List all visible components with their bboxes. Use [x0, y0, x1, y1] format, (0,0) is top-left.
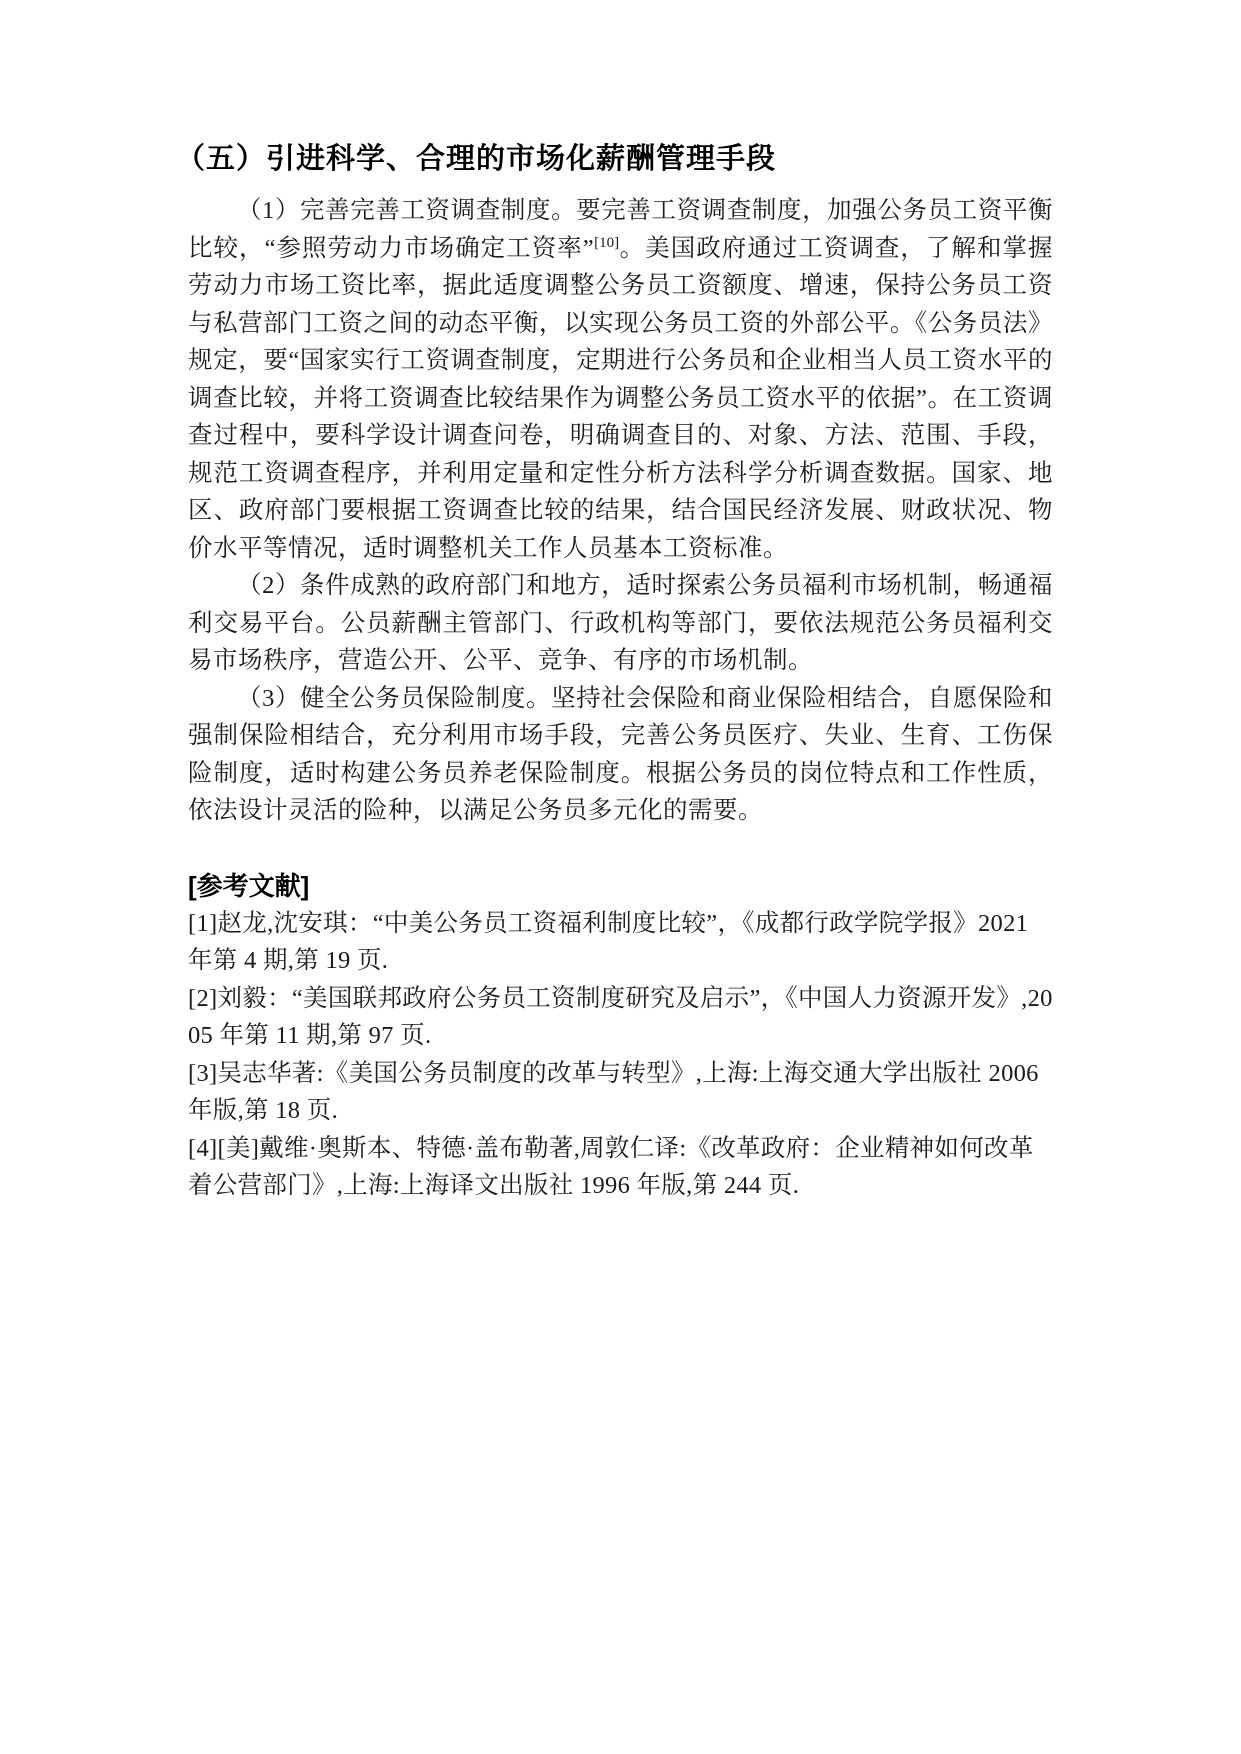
references-heading: [参考文献]: [188, 870, 310, 901]
paragraph-2: （2）条件成熟的政府部门和地方，适时探索公务员福利市场机制，畅通福利交易平台。公员薪酬主管部门、行政机构等部门，要依法规范公务员福利交易市场秩序，营造公开、公平、竞争、有序的市场机制。: [188, 572, 1053, 674]
reference-entry-3: [3]吴志华著:《美国公务员制度的改革与转型》,上海:上海交通大学出版社 2006 年版,第 18 页.: [188, 1059, 1039, 1124]
reference-entry-1: [1]赵龙,沈安琪：“中美公务员工资福利制度比较”，《成都行政学院学报》2021 年第 4 期,第 19 页.: [188, 909, 1029, 974]
section-title: （五）引进科学、合理的市场化薪酬管理手段: [176, 143, 777, 175]
paragraph-1-text-after-superscript: 。美国政府通过工资调查，了解和掌握劳动力市场工资比率，据此适度调整公务员工资额度、增速，保持公务员工资与私营部门工资之间的动态平衡，以实现公务员工资的外部公平。《公务员法》规定，要“国家实行工资调查制度，定期进行公务员和企业相当人员工资水平的调查比较，并将工资调查比较结果作为调整公务员工资水平的依据”。在工资调查过程中，要科学设计调查问卷，明确调查目的、对象、方法、范围、手段，规范工资调查程序，并利用定量和定性分析方法科学分析调查数据。国家、地区、政府部门要根据工资调查比较的结果，结合国民经济发展、财政状况、物价水平等情况，适时调整机关工作人员基本工资标准。: [188, 234, 1054, 562]
references-list: [188, 905, 1053, 1205]
paragraph-3: （3）健全公务员保险制度。坚持社会保险和商业保险相结合，自愿保险和强制保险相结合，充分利用市场手段，完善公务员医疗、失业、生育、工伤保险制度，适时构建公务员养老保险制度。根据公务员的岗位特点和工作性质，依法设计灵活的险种，以满足公务员多元化的需要。: [188, 684, 1053, 824]
paragraph-1: [188, 192, 1053, 567]
paragraph-1-text-before-superscript: （1）完善完善工资调查制度。要完善工资调查制度，加强公务员工资平衡比较，“参照劳动力市场确定工资率”: [188, 197, 1053, 262]
reference-entry-4: [4][美]戴维·奥斯本、特德·盖布勒著,周敦仁译:《改革政府：企业精神如何改革着公营部门》,上海:上海译文出版社 1996 年版,第 244 页.: [188, 1134, 1034, 1199]
footnote-superscript-10: [10]: [594, 234, 620, 251]
reference-entry-2: [2]刘毅：“美国联邦政府公务员工资制度研究及启示”，《中国人力资源开发》,2005 年第 11 期,第 97 页.: [188, 984, 1053, 1049]
body-text-block: [188, 192, 1053, 830]
